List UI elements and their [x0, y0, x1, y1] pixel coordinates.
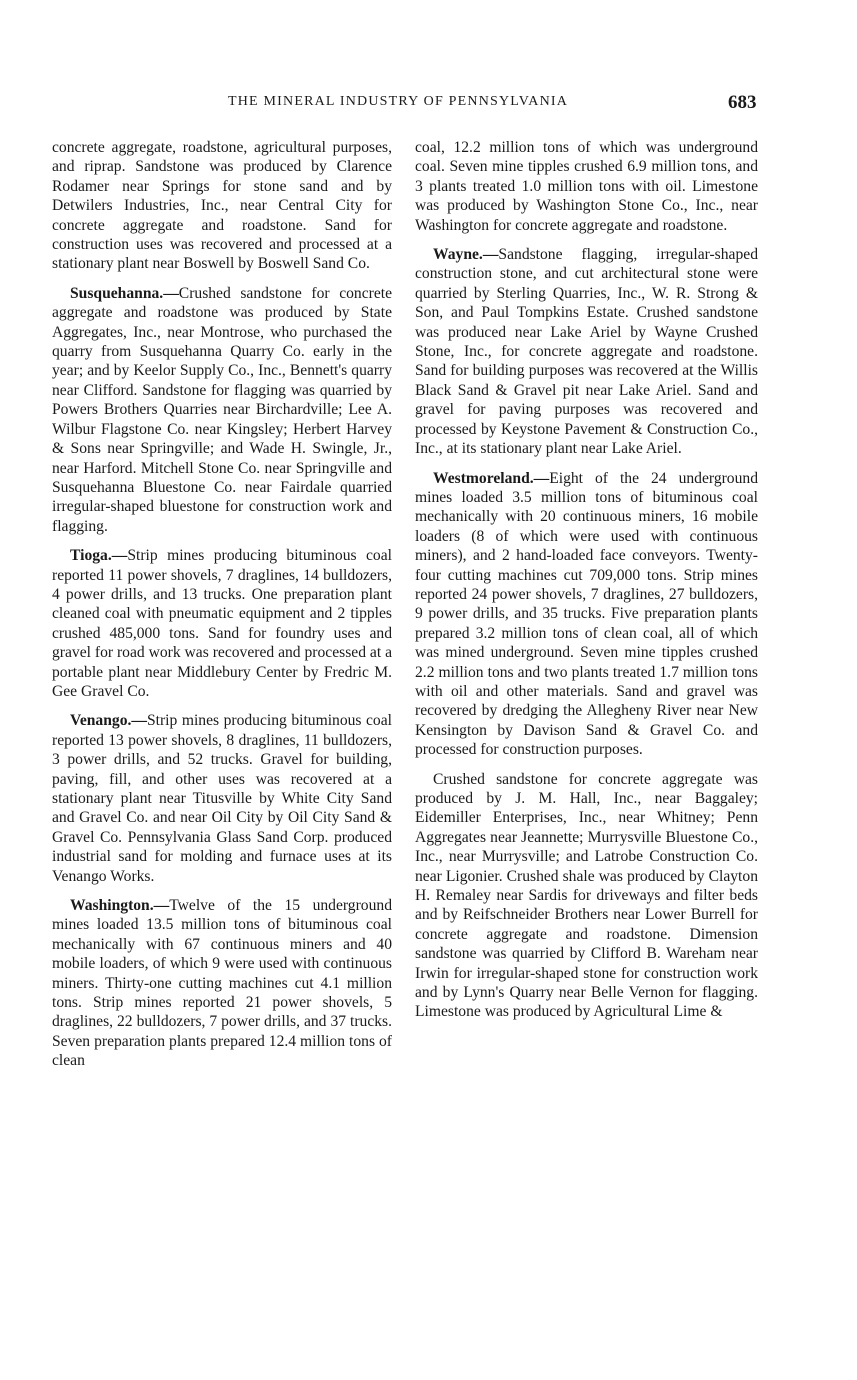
county-heading-tioga: Tioga.—	[70, 547, 128, 565]
county-heading-washington: Washington.—	[70, 897, 170, 915]
county-heading-susquehanna: Susquehanna.—	[70, 284, 179, 302]
paragraph-text: Strip mines producing bituminous coal reported 11 power shovels, 7 draglines, 14 bulldozers, 4 power drills, and 13 trucks. One preparation plant cleaned coal with pneumatic equipment and 2 tipples crushed 485,000 tons. Sand for foundry uses and gravel for road work was recovered and processed at a portable plant near Middlebury Center by Fredric M. Gee Gravel Co.	[52, 547, 392, 700]
county-heading-venango: Venango.—	[70, 712, 147, 730]
paragraph-wayne	[415, 245, 758, 458]
county-heading-wayne: Wayne.—	[433, 246, 499, 264]
paragraph-tioga	[52, 546, 392, 701]
paragraph-text: Eight of the 24 underground mines loaded 3.5 million tons of bituminous coal mechanically with 20 continuous miners, 16 mobile loaders (8 of which were used with continuous miners), and 2 hand-loaded face conveyors. Twenty-four cutting machines cut 709,000 tons. Strip mines reported 24 power shovels, 7 draglines, 27 bulldozers, 9 power drills, and 35 trucks. Five preparation plants prepared 3.2 million tons of clean coal, all of which was mined underground. Seven mine tipples crushed 2.2 million tons and two plants treated 1.7 million tons with oil and other materials. Sand and gravel was recovered by dredging the Allegheny River near New Kensington by Davison Sand & Gravel Co. and processed for construction purposes.	[415, 469, 758, 759]
running-header	[0, 92, 857, 116]
paragraph-susquehanna	[52, 284, 392, 536]
paragraph-text: Strip mines producing bituminous coal reported 13 power shovels, 8 draglines, 11 bulldozers, 3 power drills, and 52 trucks. Gravel for building, paving, fill, and other uses was recovered at a stationary plant near Titusville by White City Sand and Gravel Co. and near Oil City by Oil City Sand & Gravel Co. Pennsylvania Glass Sand Corp. produced industrial sand for molding and furnace uses at its Venango Works.	[52, 712, 392, 885]
running-title: THE MINERAL INDUSTRY OF PENNSYLVANIA	[228, 94, 569, 109]
page-number: 683	[728, 92, 757, 113]
paragraph-westmoreland	[415, 469, 758, 760]
paragraph-continued: concrete aggregate, roadstone, agricultural purposes, and riprap. Sandstone was produced by Clarence Rodamer near Springs for stone sand and by Detwilers Industries, Inc., near Central City for concrete aggregate and roadstone. Sand for construction uses was recovered and processed at a stationary plant near Boswell by Boswell Sand Co.	[52, 139, 392, 273]
paragraph-westmoreland-continued: Crushed sandstone for concrete aggregate was produced by J. M. Hall, Inc., near Baggaley; Eidemiller Enterprises, Inc., near Whitney; Penn Aggregates near Jeannette; Murrysville Bluestone Co., Inc., near Murrysville; and Latrobe Construction Co. near Ligonier. Crushed shale was produced by Clayton H. Remaley near Sardis for driveways and filter beds and by Reifschneider Brothers near Lower Burrell for concrete aggregate and roadstone. Dimension sandstone was quarried by Clifford B. Wareham near Irwin for irregular-shaped stone for construction work and by Lynn's Quarry near Belle Vernon for flagging. Limestone was produced by Agricultural Lime &	[415, 770, 758, 1021]
paragraph-text: Twelve of the 15 underground mines loaded 13.5 million tons of bituminous coal mechanically with 67 continuous miners and 40 mobile loaders, of which 9 were used with continuous miners. Thirty-one cutting machines cut 4.1 million tons. Strip mines reported 21 power shovels, 5 draglines, 22 bulldozers, 7 power drills, and 37 trucks. Seven preparation plants prepared 12.4 million tons of clean	[52, 897, 392, 1070]
paragraph-text: Crushed sandstone for concrete aggregate and roadstone was produced by State Aggregates, Inc., near Montrose, who purchased the quarry from Susquehanna Quarry Co. early in the year; and by Keelor Supply Co., Inc., Bennett's quarry near Clifford. Sandstone for flagging was quarried by Powers Brothers Quarries near Birchardville; Lee A. Wilbur Flagstone Co. near Kingsley; Herbert Harvey & Sons near Springville; and Wade H. Swingle, Jr., near Harford. Mitchell Stone Co. near Springville and Susquehanna Bluestone Co. near Fairdale quarried irregular-shaped bluestone for construction work and flagging.	[52, 284, 392, 535]
paragraph-venango	[52, 711, 392, 886]
county-heading-westmoreland: Westmoreland.—	[433, 469, 550, 487]
left-column	[52, 138, 392, 1081]
paragraph-continued: coal, 12.2 million tons of which was underground coal. Seven mine tipples crushed 6.9 million tons, and 3 plants treated 1.0 million tons with oil. Limestone was produced by Washington Stone Co., Inc., near Washington for concrete aggregate and roadstone.	[415, 139, 758, 234]
paragraph-washington	[52, 896, 392, 1071]
right-column	[415, 138, 758, 1032]
paragraph-text: Sandstone flagging, irregular-shaped construction stone, and cut architectural stone were quarried by Sterling Quarries, Inc., W. R. Strong & Son, and Paul Tompkins Estate. Crushed sandstone was produced near Lake Ariel by Wayne Crushed Stone, Inc., for concrete aggregate and roadstone. Sand for building purposes was recovered at the Willis Black Sand & Gravel pit near Lake Ariel. Sand and gravel for paving purposes was recovered and processed by Keystone Pavement & Construction Co., Inc., at its stationary plant near Lake Ariel.	[415, 246, 758, 458]
